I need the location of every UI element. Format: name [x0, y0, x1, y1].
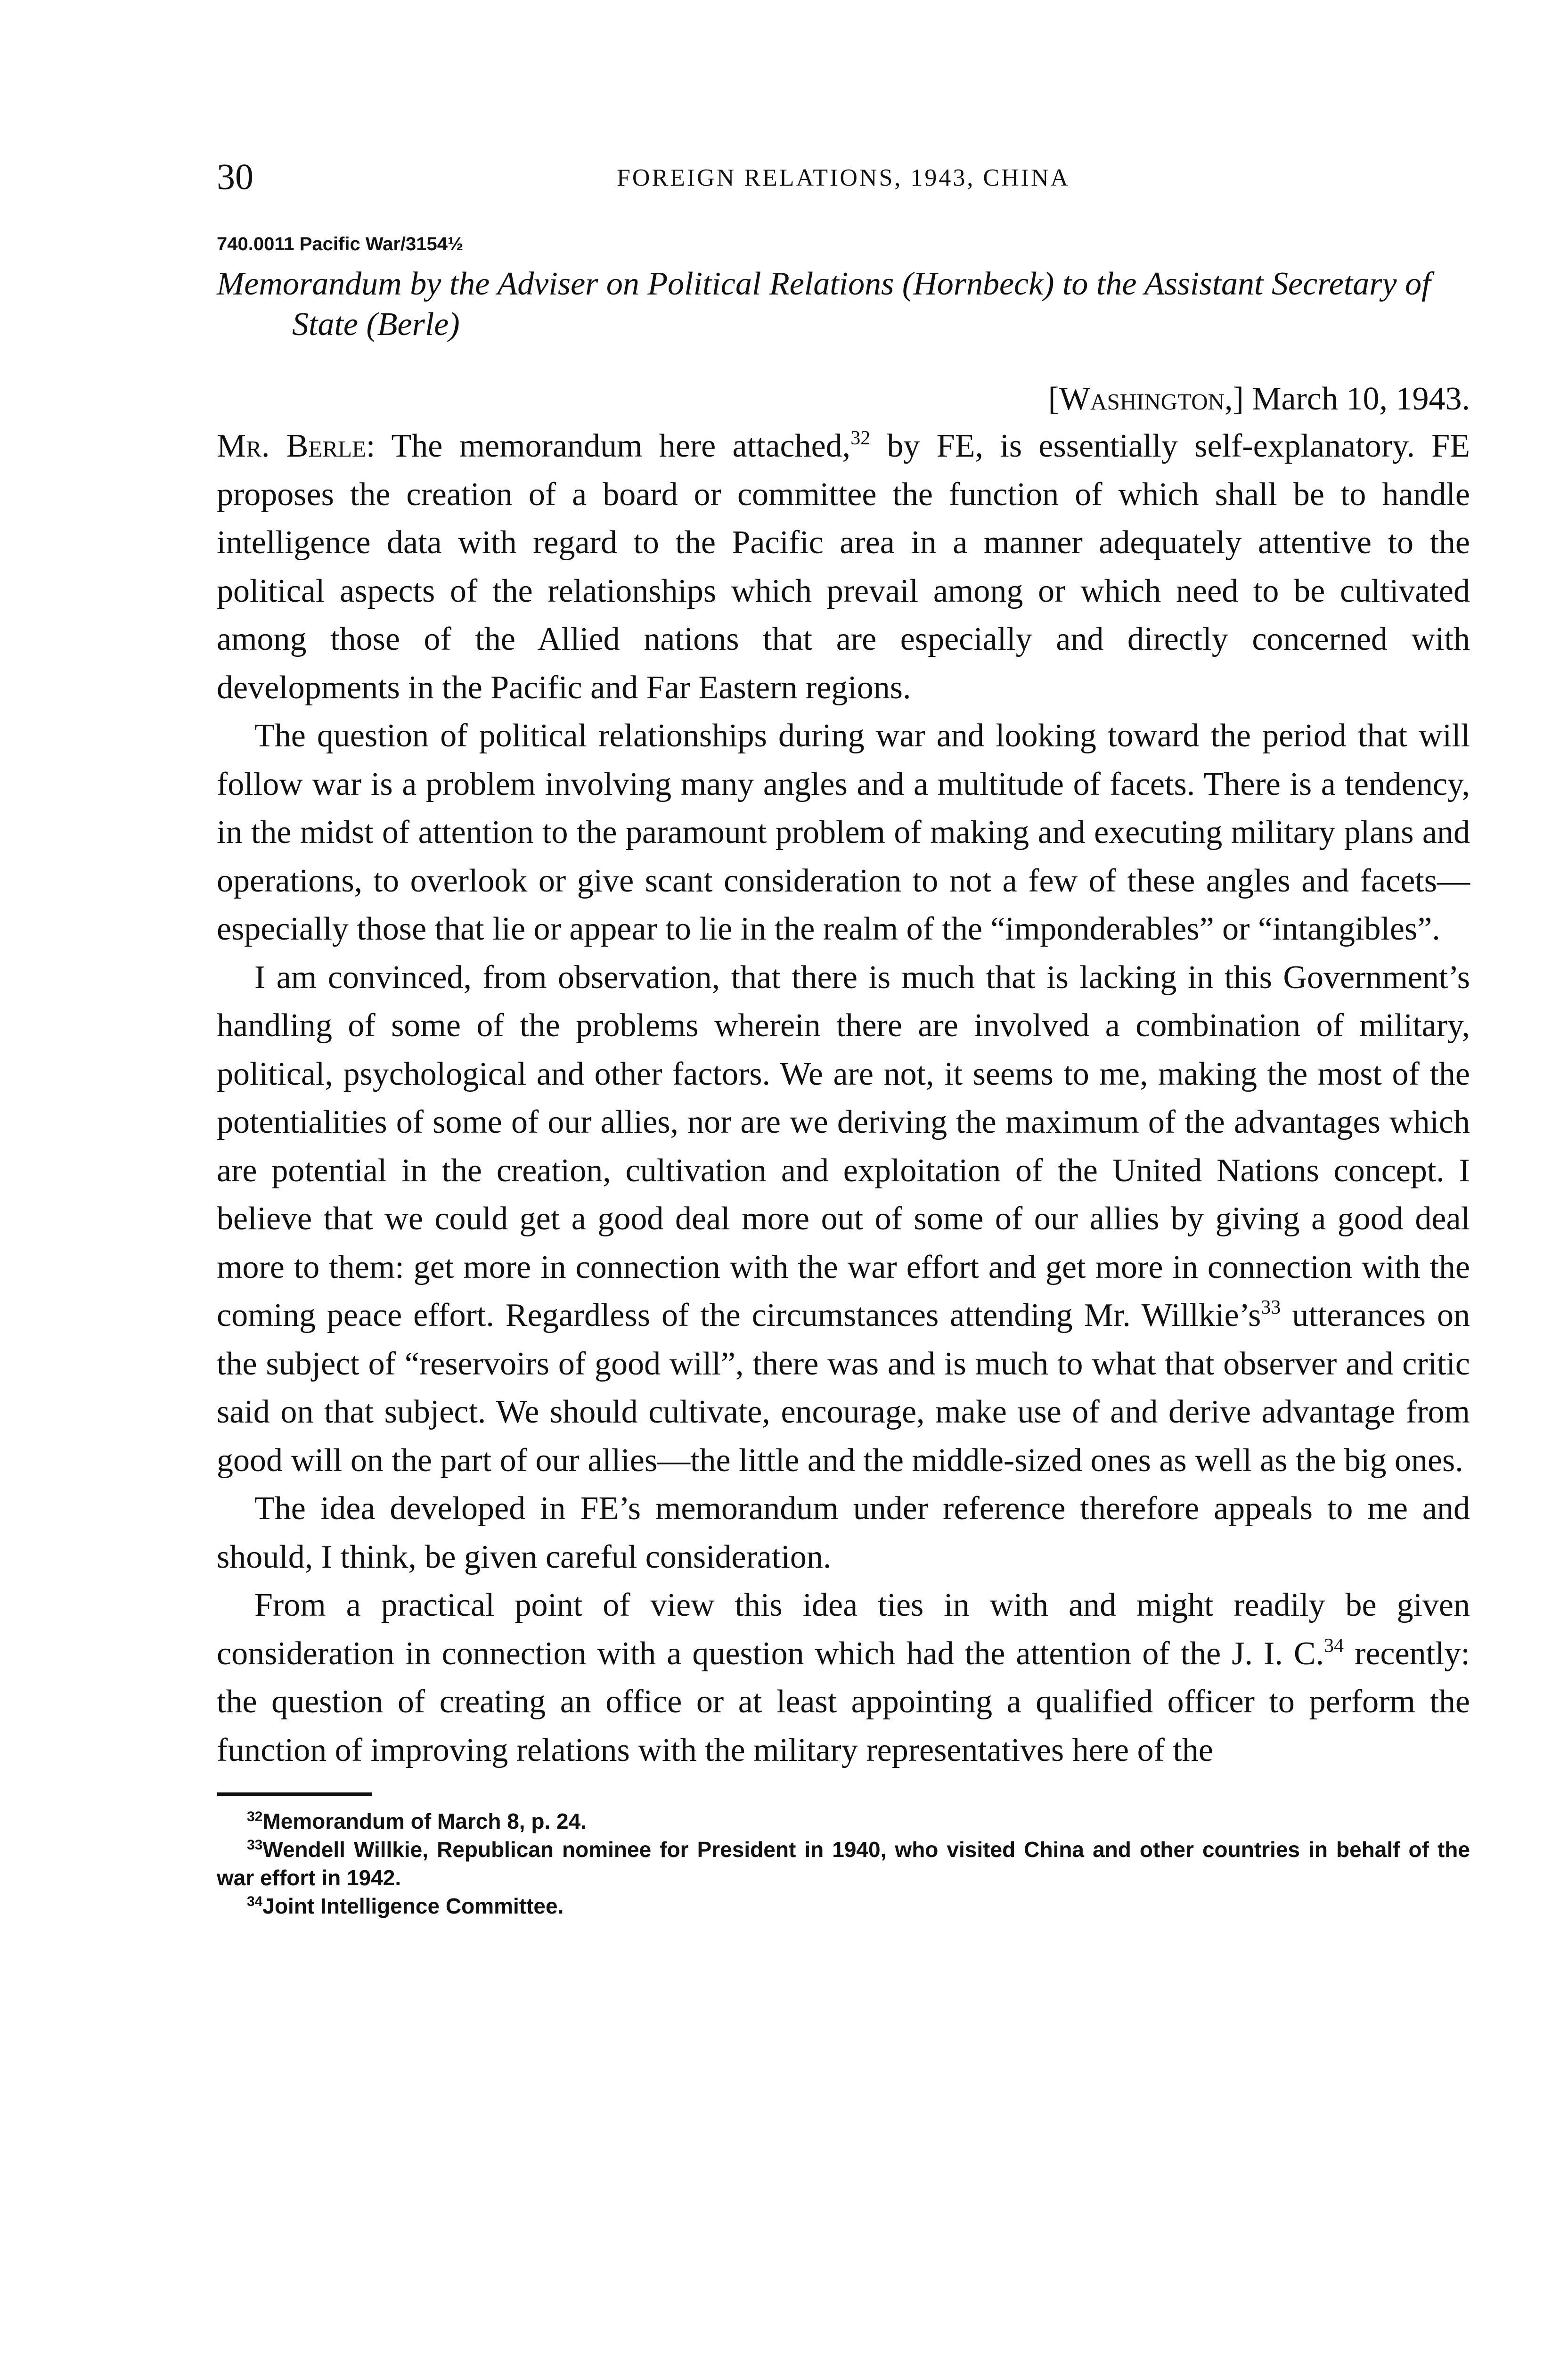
memorandum-body — [217, 422, 1470, 1775]
running-header — [217, 155, 1470, 198]
footnote-mark: 33 — [247, 1837, 263, 1853]
footnote-ref-32: 32 — [850, 427, 871, 449]
body-paragraph-4: The idea developed in FE’s memorandum under reference therefore appeals to me and should, I think, be given careful consideration. — [217, 1490, 1470, 1575]
paragraph-text: From a practical point of view this idea ties in with and might readily be given consideration in connection with a question which had the attention of the J. I. C. — [217, 1587, 1470, 1672]
page-number: 30 — [217, 156, 253, 197]
document-title: Memorandum by the Adviser on Political Relations (Hornbeck) to the Assistant Secretary of State (Berle) — [217, 266, 1431, 343]
paragraph-text: by FE, is essentially self-explanatory. FE proposes the creation of a board or committee the function of which shall be to handle intelligence data with regard to the Pacific area in a manner adequately attentive to the political aspects of the relationships which prevail among or which need to be cultivated among those of the Allied nations that are especially and directly concerned with developments in the Pacific and Far Eastern regions. — [217, 428, 1470, 706]
paragraph-text: I am convinced, from observation, that there is much that is lacking in this Government’s handling of some of the problems wherein there are involved a combination of military, political, psychological and other factors. We are not, it seems to me, making the most of the potentialities of some of our allies, nor are we deriving the maximum of the advantages which are potential in the creation, cultivation and exploitation of the United Nations concept. I believe that we could get a good deal more out of some of our allies by giving a good deal more to them: get more in connection with the war effort and get more in connection with the coming peace effort. Regardless of the circumstances attending Mr. Willkie’s — [217, 959, 1470, 1333]
footnote-mark: 32 — [247, 1809, 263, 1824]
document-page — [217, 155, 1470, 1920]
running-title: FOREIGN RELATIONS, 1943, CHINA — [616, 164, 1070, 191]
paragraph-text: : The memorandum here attached, — [366, 428, 851, 464]
dateline — [217, 378, 1470, 420]
body-paragraph-1 — [217, 422, 1470, 712]
footnotes — [217, 1807, 1470, 1920]
dateline-place: [Washington,] — [1048, 381, 1244, 417]
footnote-text: Joint Intelligence Committee. — [262, 1894, 564, 1918]
footnote-divider — [217, 1792, 372, 1796]
body-paragraph-2: The question of political relationships during war and looking toward the period that will follow war is a problem involving many angles and a multitude of facets. There is a tendency, in the midst of attention to the paramount problem of making and executing military plans and operations, to overlook or give scant consideration to not a few of these angles and facets—especially those that lie or appear to lie in the realm of the “imponderables” or “intangibles”. — [217, 718, 1470, 947]
footnote-text: Memorandum of March 8, p. 24. — [262, 1809, 587, 1833]
footnote-34 — [217, 1892, 1470, 1920]
paragraph-text: utterances on the subject of “reservoirs of good will”, there was and is much to what that observer and critic said on that subject. We should cultivate, encourage, make use of and derive advantage from good will on the part of our allies—the little and the middle-sized ones as well as the big ones. — [217, 1297, 1470, 1479]
footnote-text: Wendell Willkie, Republican nominee for President in 1940, who visited China and other countries in behalf of the war effort in 1942. — [217, 1837, 1470, 1890]
paragraph-text: recently: the question of creating an office or at least appointing a qualified officer to perform the function of improving relations with the military representatives here of the — [217, 1635, 1470, 1768]
footnote-ref-33: 33 — [1261, 1297, 1281, 1318]
dateline-date: March 10, 1943. — [1252, 381, 1470, 417]
salutation: Mr. Berle — [217, 428, 366, 464]
footnote-33 — [217, 1835, 1470, 1892]
footnote-mark: 34 — [247, 1894, 263, 1909]
footnote-ref-34: 34 — [1324, 1635, 1344, 1657]
footnote-32 — [217, 1807, 1470, 1835]
body-paragraph-3 — [217, 954, 1470, 1485]
file-number: 740.0011 Pacific War/3154½ — [217, 234, 464, 254]
body-paragraph-5 — [217, 1581, 1470, 1775]
